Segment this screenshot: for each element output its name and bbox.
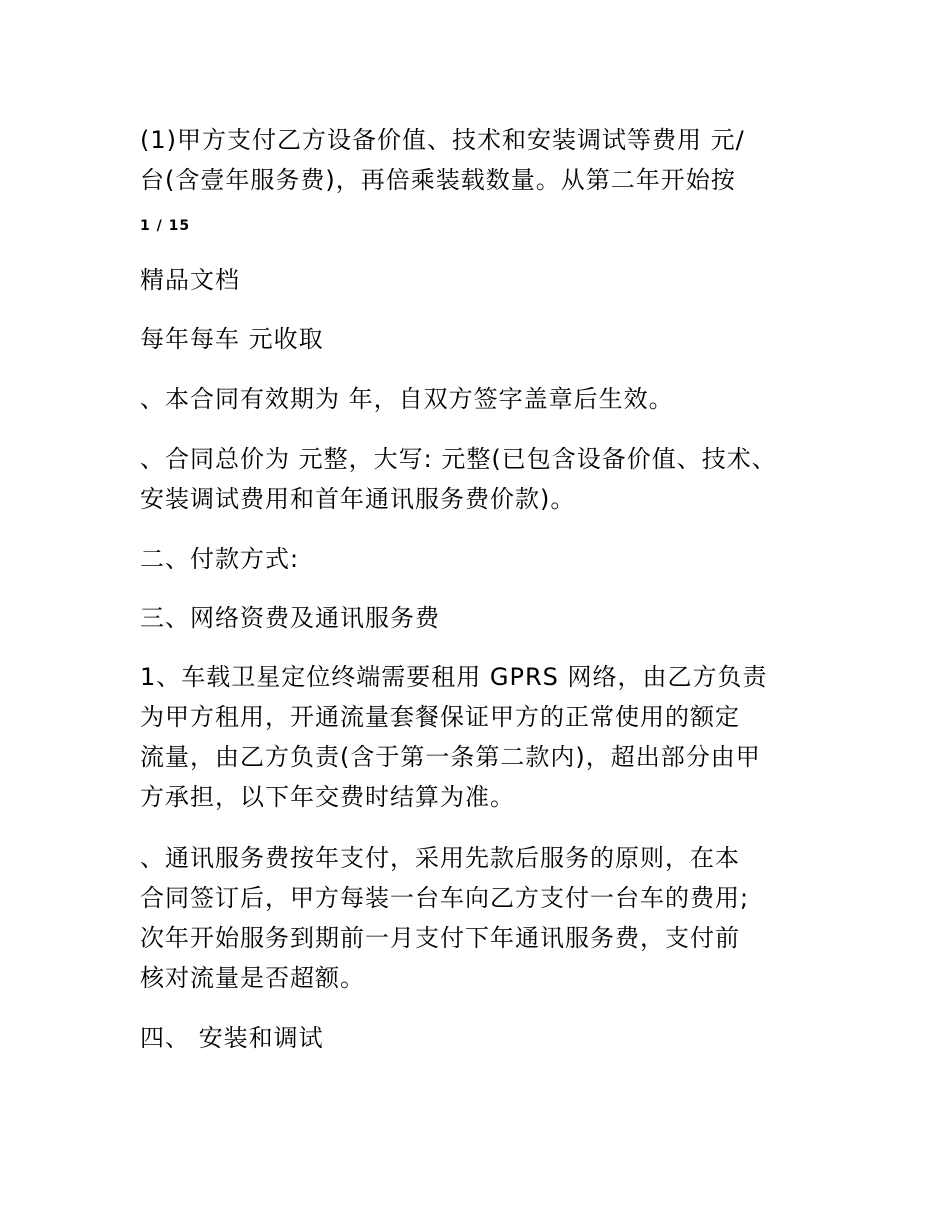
text-line: 1、车载卫星定位终端需要租用 GPRS 网络，由乙方负责 bbox=[140, 663, 768, 691]
text-line: 安装调试费用和首年通讯服务费价款)。 bbox=[140, 485, 576, 513]
text-line: 台(含壹年服务费)，再倍乘装载数量。从第二年开始按 bbox=[140, 166, 736, 194]
text-line: 次年开始服务到期前一月支付下年通讯服务费，支付前 bbox=[140, 924, 740, 952]
text-line: (1)甲方支付乙方设备价值、技术和安装调试等费用 元/ bbox=[140, 126, 745, 154]
text-line: 每年每车 元收取 bbox=[140, 325, 324, 353]
section-heading: 四、 安装和调试 bbox=[140, 1024, 324, 1052]
text-line: 核对流量是否超额。 bbox=[140, 964, 365, 992]
text-line: 方承担，以下年交费时结算为准。 bbox=[140, 783, 515, 811]
header-label: 精品文档 bbox=[140, 266, 240, 294]
page-number: 1 / 15 bbox=[140, 218, 191, 234]
text-line: 、通讯服务费按年支付，采用先款后服务的原则，在本 bbox=[140, 844, 740, 872]
text-line: 合同签订后，甲方每装一台车向乙方支付一台车的费用; bbox=[140, 884, 750, 912]
text-line: 、合同总价为 元整，大写: 元整(已包含设备价值、技术、 bbox=[140, 445, 777, 473]
section-heading: 二、付款方式: bbox=[140, 545, 300, 573]
text-line: 为甲方租用，开通流量套餐保证甲方的正常使用的额定 bbox=[140, 703, 740, 731]
text-line: 、本合同有效期为 年，自双方签字盖章后生效。 bbox=[140, 385, 674, 413]
text-line: 流量，由乙方负责(含于第一条第二款内)，超出部分由甲 bbox=[140, 743, 761, 771]
section-heading: 三、网络资费及通讯服务费 bbox=[140, 604, 440, 632]
